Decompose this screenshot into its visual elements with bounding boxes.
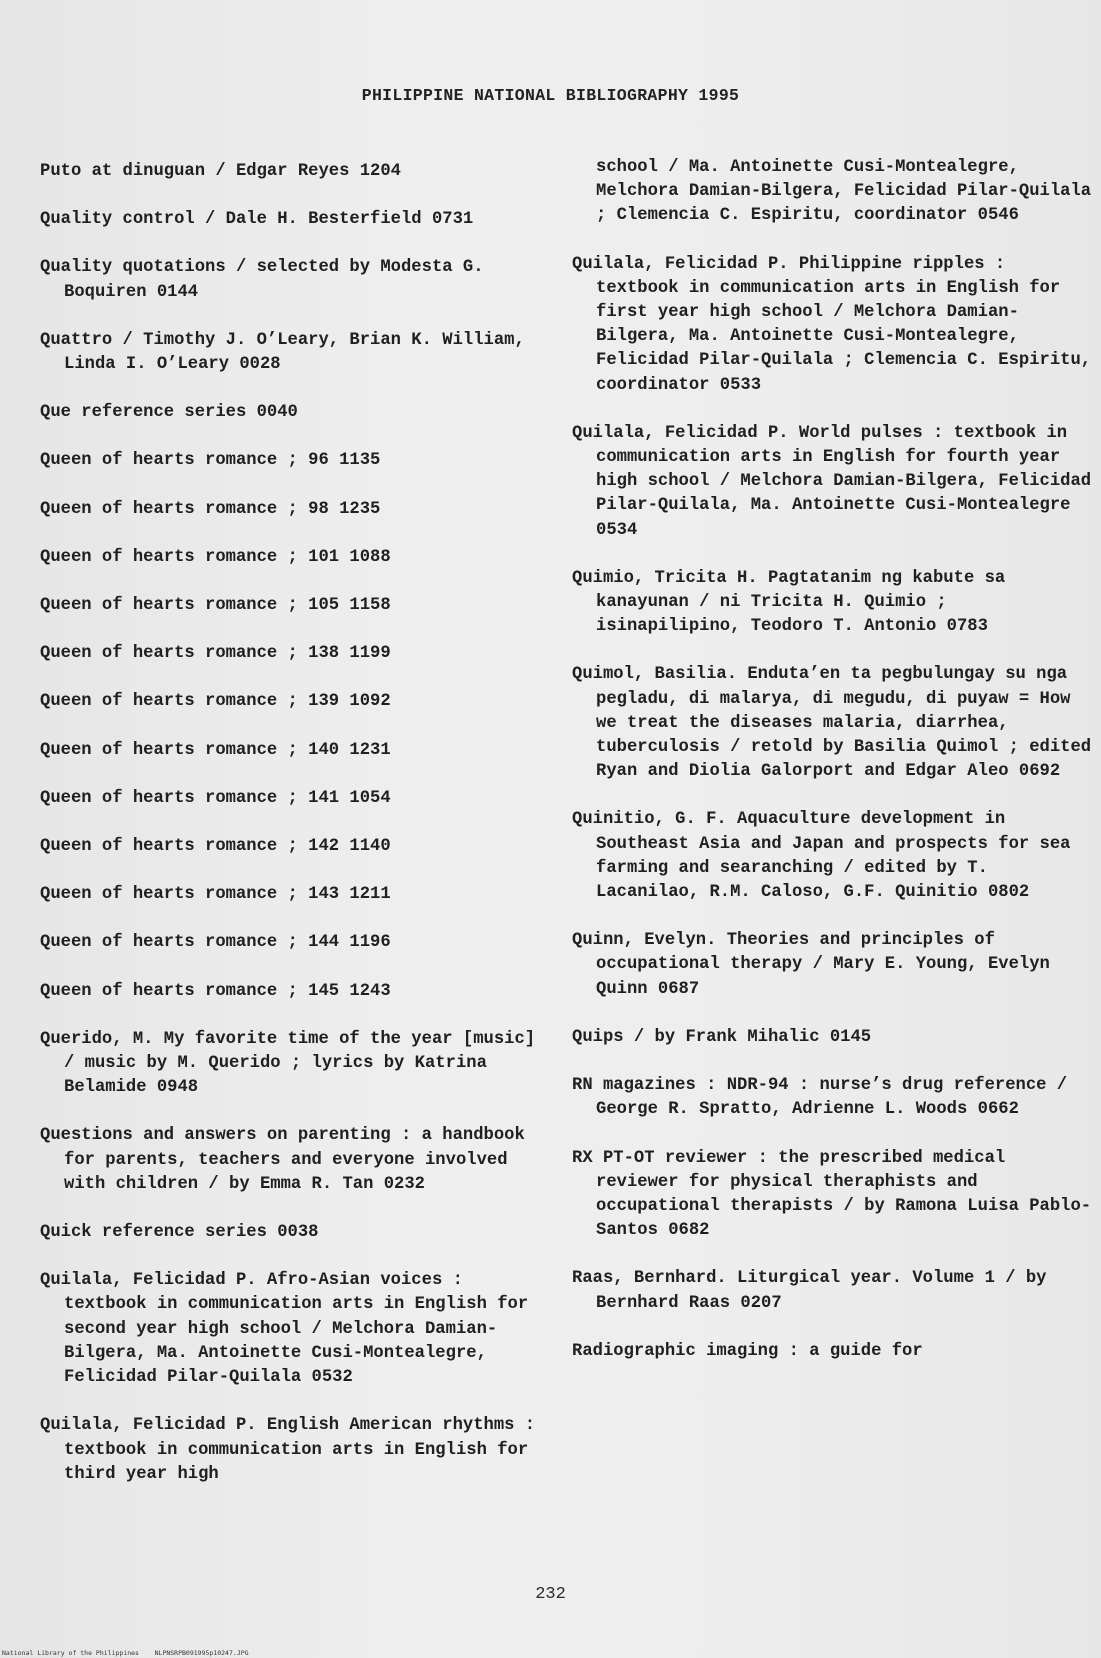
bibliography-entry: RN magazines : NDR-94 : nurse’s drug reference / George R. Spratto, Adrienne L. Woods 0662 xyxy=(572,1076,1078,1120)
bibliography-entry: Quilala, Felicidad P. World pulses : textbook in communication arts in English for fourth year high school / Melchora Damian-Bilgera, Felicidad Pilar-Quilala, Ma. Antoinette Cusi-Montealegre 0534 xyxy=(572,423,1101,540)
bibliography-entry: Quimol, Basilia. Enduta’en ta pegbulungay su nga pegladu, di malarya, di megudu, di puyaw = How we treat the diseases malaria, diarrhea, tuberculosis / retold by Basilia Quimol ; edited Ryan and Diolia Galorport and Edgar Aleo 0692 xyxy=(572,665,1101,782)
bibliography-entry: Queen of hearts romance ; 145 1243 xyxy=(40,981,391,1001)
bibliography-entry: Queen of hearts romance ; 101 1088 xyxy=(40,547,391,567)
bibliography-entry: Quality control / Dale H. Besterfield 0731 xyxy=(40,210,474,230)
scan-credit: National Library of the Philippines NLPNSRPB091995p10247.JPG xyxy=(2,1649,249,1657)
bibliography-entry: Queen of hearts romance ; 105 1158 xyxy=(40,596,391,616)
bibliography-entry: school / Ma. Antoinette Cusi-Montealegre, Melchora Damian-Bilgera, Felicidad Pilar-Quilala ; Clemencia C. Espiritu, coordinator 0546 xyxy=(596,158,1101,226)
bibliography-entry: Raas, Bernhard. Liturgical year. Volume 1 / by Bernhard Raas 0207 xyxy=(572,1269,1057,1313)
bibliography-entry: Queen of hearts romance ; 139 1092 xyxy=(40,692,391,712)
left-column xyxy=(40,160,546,1511)
bibliography-entry: Puto at dinuguan / Edgar Reyes 1204 xyxy=(40,162,401,181)
bibliography-entry: Quinitio, G. F. Aquaculture development in Southeast Asia and Japan and prospects for sea farming and searanching / edited by T. Lacanilao, R.M. Caloso, G.F. Quinitio 0802 xyxy=(572,810,1081,903)
bibliography-entry: Queen of hearts romance ; 138 1199 xyxy=(40,644,391,664)
bibliography-entry: Queen of hearts romance ; 142 1140 xyxy=(40,837,391,857)
bibliography-entry: Queen of hearts romance ; 144 1196 xyxy=(40,933,391,953)
bibliography-entry: Radiographic imaging : a guide for xyxy=(572,1341,923,1361)
bibliography-entry: Querido, M. My favorite time of the year [music] / music by M. Querido ; lyrics by Katrina Belamide 0948 xyxy=(40,1029,546,1098)
bibliography-entry: Queen of hearts romance ; 143 1211 xyxy=(40,885,391,905)
page-number: 232 xyxy=(535,1585,566,1604)
bibliography-entry: Que reference series 0040 xyxy=(40,403,298,423)
page-title: PHILIPPINE NATIONAL BIBLIOGRAPHY 1995 xyxy=(361,86,740,105)
bibliography-entry: Questions and answers on parenting : a handbook for parents, teachers and everyone involved with children / by Emma R. Tan 0232 xyxy=(40,1126,536,1194)
bibliography-entry: Queen of hearts romance ; 141 1054 xyxy=(40,788,391,808)
bibliography-entry: RX PT-OT reviewer : the prescribed medical reviewer for physical theraphists and occupational therapists / by Ramona Luisa Pablo-Santos 0682 xyxy=(572,1148,1092,1241)
bibliography-entry: Queen of hearts romance ; 96 1135 xyxy=(40,451,381,471)
bibliography-entry: Queen of hearts romance ; 140 1231 xyxy=(40,740,391,760)
bibliography-entry: Quality quotations / selected by Modesta G. Boquiren 0144 xyxy=(40,258,494,302)
bibliography-entry: Quilala, Felicidad P. Philippine ripples : textbook in communication arts in English for first year high school / Melchora Damian-Bilgera, Ma. Antoinette Cusi-Montealegre, Felicidad Pilar-Quilala ; Clemencia C. Espiritu, coordinator 0533 xyxy=(572,254,1101,395)
right-column xyxy=(572,156,1101,1388)
bibliography-entry: Quick reference series 0038 xyxy=(40,1223,319,1243)
bibliography-entry: Quilala, Felicidad P. English American rhythms : textbook in communication arts in English for third year high xyxy=(40,1416,546,1484)
bibliography-entry: Quattro / Timothy J. O’Leary, Brian K. William, Linda I. O’Leary 0028 xyxy=(40,330,536,375)
bibliography-entry: Quimio, Tricita H. Pagtatanim ng kabute sa kanayunan / ni Tricita H. Quimio ; isinapilipino, Teodoro T. Antonio 0783 xyxy=(572,568,1016,637)
bibliography-entry: Quinn, Evelyn. Theories and principles of occupational therapy / Mary E. Young, Evelyn Quinn 0687 xyxy=(572,931,1061,999)
bibliography-entry: Quips / by Frank Mihalic 0145 xyxy=(572,1027,872,1047)
bibliography-entry: Queen of hearts romance ; 98 1235 xyxy=(40,499,381,519)
bibliography-entry: Quilala, Felicidad P. Afro-Asian voices : textbook in communication arts in English for second year high school / Melchora Damian-Bilgera, Ma. Antoinette Cusi-Montealegre, Felicidad Pilar-Quilala 0532 xyxy=(40,1271,539,1388)
